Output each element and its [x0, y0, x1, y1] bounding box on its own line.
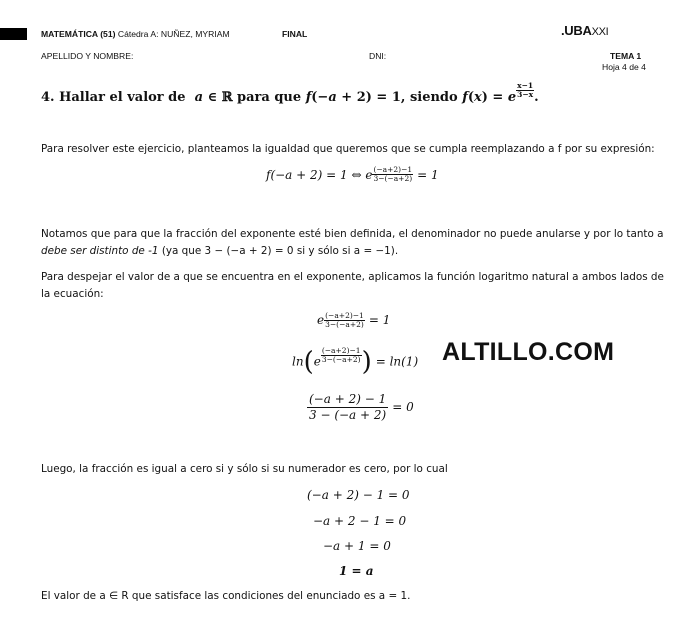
eq2-right: = 1: [368, 313, 391, 327]
equation-equality: [266, 167, 439, 184]
paragraph-logarithm: Para despejar el valor de a que se encuentra en el exponente, aplicamos la función logaritmo natural a ambos lados de la ecuación:: [41, 271, 664, 300]
logo-bold-text: .UBA: [561, 23, 592, 38]
equation-result: 1 = a: [339, 564, 374, 578]
eq2-exponent-numerator: (−a+2)−1: [325, 311, 364, 320]
logo-light-text: XXI: [591, 26, 609, 38]
paragraph-domain-b: debe ser distinto de -1: [41, 244, 159, 257]
paragraph-domain-a: Notamos que para que la fracción del exponente esté bien definida, el denominador no puede anularse y por lo tanto a: [41, 228, 664, 240]
eq3-ln: ln: [292, 354, 304, 369]
course-title: MATEMÁTICA (51): [41, 29, 116, 39]
paragraph-conclusion: El valor de a ∈ R que satisface las condiciones del enunciado es a = 1.: [41, 590, 411, 602]
eq2-exponent-denominator: 3−(−a+2): [325, 320, 364, 329]
eq3-right: = ln(1): [375, 354, 419, 369]
eq4-denominator: 3 − (−a + 2): [309, 408, 387, 422]
paragraph-domain: [41, 226, 671, 259]
paragraph-numerator: Luego, la fracción es igual a cero si y sólo si su numerador es cero, por lo cual: [41, 463, 448, 475]
equation-step-1: (−a + 2) − 1 = 0: [307, 488, 410, 502]
eq1-exponent-denominator: 3−(−a+2): [373, 174, 413, 183]
equation-step-3: −a + 1 = 0: [323, 539, 391, 553]
black-margin-mark: [0, 28, 27, 40]
eq4-numerator: (−a + 2) − 1: [309, 392, 387, 406]
question-statement: 4. Hallar el valor de a ∈ ℝ para que f(−a + 2) = 1, siendo f(x) = e $\frac{x-1}{3-x}$ .: [41, 81, 539, 105]
name-label: APELLIDO Y NOMBRE:: [41, 51, 134, 61]
eq1-right: = 1: [417, 168, 439, 182]
course-header: [41, 29, 230, 39]
chair-name: Cátedra A: NUÑEZ, MYRIAM: [117, 29, 230, 39]
eq1-exponent-numerator: (−a+2)−1: [373, 165, 413, 174]
tema-label: TEMA 1: [610, 51, 642, 61]
equation-fraction-zero: [307, 392, 414, 423]
exam-type: FINAL: [282, 29, 308, 39]
equation-step-2: −a + 2 − 1 = 0: [313, 514, 407, 528]
eq4-right: = 0: [392, 400, 414, 414]
eq2-base: e: [317, 313, 325, 327]
equation-exponential: [317, 312, 390, 329]
uba-logo: [561, 23, 608, 38]
equation-logarithm: ln(e $\frac{(-a+2)-1}{3-(-a+2)}$ ) = ln(1): [292, 346, 419, 377]
eq1-left: f(−a + 2) = 1 ⇔ e: [266, 168, 373, 182]
paragraph-domain-c: (ya que 3 − (−a + 2) = 0 si y sólo si a = −1).: [161, 244, 399, 257]
page-number: Hoja 4 de 4: [602, 62, 646, 72]
watermark-text: ALTILLO.COM: [442, 338, 615, 366]
dni-label: DNI:: [369, 51, 387, 61]
question-number: 4.: [41, 90, 55, 105]
paragraph-setup: Para resolver este ejercicio, planteamos la igualdad que queremos que se cumpla reemplazando a f por su expresión:: [41, 143, 655, 155]
